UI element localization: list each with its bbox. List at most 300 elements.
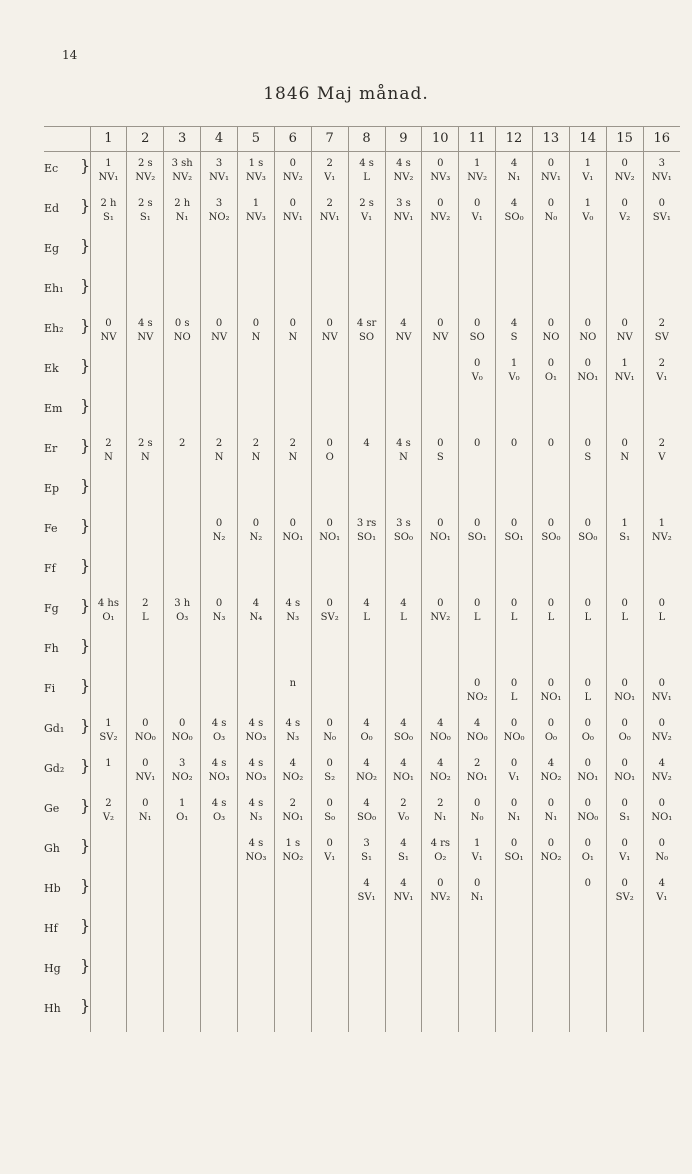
- table-cell: [643, 552, 680, 592]
- row-code: Er: [44, 442, 58, 455]
- table-cell: [533, 592, 570, 632]
- cell-wind-value: N₃: [249, 812, 263, 823]
- page-title: 1846 Maj månad.: [263, 84, 429, 104]
- table-cell: [127, 192, 164, 232]
- cell-wind-value: [533, 971, 569, 985]
- table-cell: [238, 752, 275, 792]
- table-cell: [311, 872, 348, 912]
- table-cell: [201, 592, 238, 632]
- table-cell: [459, 432, 496, 472]
- cell-cloud-value: 4: [400, 878, 407, 889]
- cell-cloud-value: [201, 357, 237, 371]
- table-cell: [569, 912, 606, 952]
- cell-cloud-value: 2: [289, 798, 296, 809]
- cell-cloud-value: 4: [363, 718, 370, 729]
- cell-wind-value: SO₀: [578, 532, 598, 543]
- cell-wind-value: [238, 1011, 274, 1025]
- cell-cloud-value: 2: [400, 798, 407, 809]
- table-cell: [201, 712, 238, 752]
- cell-cloud-value: [459, 957, 495, 971]
- table-cell: [164, 352, 201, 392]
- cell-cloud-value: [386, 477, 422, 491]
- cell-cloud-value: [496, 877, 532, 891]
- cell-wind-value: NO₁: [577, 772, 599, 783]
- table-cell: [274, 192, 311, 232]
- table-cell: [348, 392, 385, 432]
- table-cell: [385, 512, 422, 552]
- column-header-9: 9: [385, 127, 422, 152]
- table-cell: [569, 152, 606, 193]
- cell-wind-value: [644, 491, 680, 505]
- table-cell: [127, 512, 164, 552]
- cell-cloud-value: 4: [658, 878, 665, 889]
- cell-wind-value: [275, 371, 311, 385]
- cell-wind-value: [201, 691, 237, 705]
- cell-cloud-value: [459, 637, 495, 651]
- cell-wind-value: N₀: [470, 812, 484, 823]
- cell-cloud-value: [312, 957, 348, 971]
- row-label: [44, 312, 90, 352]
- cell-cloud-value: [496, 557, 532, 571]
- table-row: [44, 992, 680, 1032]
- cell-wind-value: [201, 251, 237, 265]
- table-cell: [274, 992, 311, 1032]
- cell-wind-value: NV₂: [282, 172, 303, 183]
- table-cell: [422, 192, 459, 232]
- cell-cloud-value: [201, 277, 237, 291]
- cell-wind-value: [607, 291, 643, 305]
- table-cell: [127, 272, 164, 312]
- table-cell: [643, 752, 680, 792]
- table-cell: [422, 632, 459, 672]
- table-cell: [496, 312, 533, 352]
- cell-cloud-value: 0: [474, 198, 481, 209]
- table-cell: [311, 672, 348, 712]
- cell-cloud-value: [164, 237, 200, 251]
- table-cell: [533, 832, 570, 872]
- table-cell: [164, 792, 201, 832]
- cell-wind-value: [422, 411, 458, 425]
- table-cell: [606, 392, 643, 432]
- cell-cloud-value: 2 h: [174, 198, 191, 209]
- table-cell: [348, 792, 385, 832]
- cell-wind-value: [312, 371, 348, 385]
- table-cell: [385, 352, 422, 392]
- cell-cloud-value: [275, 477, 311, 491]
- table-cell: [385, 592, 422, 632]
- table-cell: [643, 512, 680, 552]
- cell-wind-value: SV: [654, 332, 669, 343]
- cell-cloud-value: 3 sh: [171, 158, 193, 169]
- cell-wind-value: [386, 1011, 422, 1025]
- table-cell: [127, 232, 164, 272]
- brace-glyph: }: [80, 316, 90, 335]
- cell-wind-value: [127, 371, 163, 385]
- table-cell: [311, 152, 348, 193]
- table-cell: [201, 632, 238, 672]
- cell-wind-value: [570, 411, 606, 425]
- cell-wind-value: NV₁: [651, 692, 672, 703]
- cell-cloud-value: [127, 397, 163, 411]
- cell-wind-value: N: [104, 452, 113, 463]
- table-cell: [533, 552, 570, 592]
- table-cell: [274, 832, 311, 872]
- cell-cloud-value: [533, 877, 569, 891]
- table-cell: [311, 632, 348, 672]
- cell-wind-value: NO₁: [392, 772, 414, 783]
- table-cell: [127, 952, 164, 992]
- cell-cloud-value: 0: [289, 158, 296, 169]
- cell-wind-value: [201, 411, 237, 425]
- cell-cloud-value: 0: [547, 598, 555, 609]
- cell-cloud-value: 3: [215, 158, 223, 169]
- table-cell: [274, 272, 311, 312]
- cell-wind-value: NV: [395, 332, 412, 343]
- table-cell: [533, 792, 570, 832]
- cell-cloud-value: 0: [437, 438, 444, 449]
- cell-wind-value: NO₁: [282, 812, 304, 823]
- cell-wind-value: SV₁: [357, 892, 376, 903]
- cell-cloud-value: 4: [474, 718, 481, 729]
- table-row: [44, 272, 680, 312]
- cell-wind-value: N: [251, 332, 261, 343]
- cell-cloud-value: 0: [547, 678, 555, 689]
- cell-wind-value: [164, 251, 200, 265]
- cell-cloud-value: [386, 917, 422, 931]
- cell-wind-value: V₀: [508, 372, 520, 383]
- cell-cloud-value: 0: [621, 798, 628, 809]
- table-cell: [348, 552, 385, 592]
- column-header-14: 14: [569, 127, 606, 152]
- table-cell: [496, 792, 533, 832]
- cell-cloud-value: [201, 397, 237, 411]
- cell-wind-value: N₁: [507, 172, 521, 183]
- cell-wind-value: [386, 411, 422, 425]
- cell-cloud-value: 0: [584, 878, 591, 889]
- table-cell: [127, 352, 164, 392]
- table-cell: [164, 632, 201, 672]
- cell-wind-value: [386, 931, 422, 945]
- table-cell: [201, 872, 238, 912]
- cell-cloud-value: [312, 557, 348, 571]
- row-label: [44, 512, 90, 552]
- cell-cloud-value: [533, 557, 569, 571]
- table-cell: [127, 592, 164, 632]
- table-cell: [569, 952, 606, 992]
- table-cell: [238, 712, 275, 752]
- cell-cloud-value: [275, 237, 311, 251]
- cell-wind-value: NO₁: [614, 692, 636, 703]
- column-header-15: 15: [606, 127, 643, 152]
- table-cell: [569, 432, 606, 472]
- cell-wind-value: SO: [469, 332, 485, 343]
- cell-cloud-value: 4: [363, 438, 370, 449]
- cell-cloud-value: [164, 397, 200, 411]
- cell-cloud-value: 0: [437, 598, 444, 609]
- table-cell: [164, 912, 201, 952]
- table-cell: [238, 632, 275, 672]
- table-cell: [238, 792, 275, 832]
- brace-glyph: }: [80, 196, 90, 215]
- cell-cloud-value: 1 s: [248, 158, 264, 169]
- cell-wind-value: [164, 291, 200, 305]
- page-number: 14: [62, 48, 78, 62]
- table-row: [44, 512, 680, 552]
- cell-wind-value: [496, 491, 532, 505]
- table-cell: [127, 712, 164, 752]
- cell-wind-value: [238, 571, 274, 585]
- row-label: [44, 632, 90, 672]
- cell-wind-value: [275, 691, 311, 705]
- cell-wind-value: [238, 651, 274, 665]
- table-cell: [643, 992, 680, 1032]
- cell-wind-value: [533, 291, 569, 305]
- cell-cloud-value: 2 s: [137, 158, 153, 169]
- cell-cloud-value: [533, 277, 569, 291]
- cell-wind-value: [238, 691, 274, 705]
- table-cell: [385, 192, 422, 232]
- table-cell: [274, 632, 311, 672]
- cell-wind-value: [422, 251, 458, 265]
- table-cell: [311, 792, 348, 832]
- table-cell: [606, 552, 643, 592]
- cell-wind-value: [349, 251, 385, 265]
- cell-cloud-value: 2: [326, 158, 333, 169]
- cell-cloud-value: [349, 637, 385, 651]
- cell-wind-value: [533, 651, 569, 665]
- cell-cloud-value: [164, 517, 200, 531]
- cell-cloud-value: 0: [547, 318, 555, 329]
- cell-cloud-value: 0: [289, 318, 296, 329]
- cell-cloud-value: [275, 877, 311, 891]
- table-cell: [238, 672, 275, 712]
- cell-cloud-value: [607, 397, 643, 411]
- cell-cloud-value: 0: [584, 718, 591, 729]
- cell-wind-value: NO₂: [282, 772, 304, 783]
- cell-wind-value: NV₂: [135, 172, 156, 183]
- cell-wind-value: V₁: [656, 372, 668, 383]
- cell-wind-value: SO₁: [467, 532, 487, 543]
- cell-cloud-value: 1: [658, 518, 665, 529]
- table-cell: [606, 672, 643, 712]
- table-cell: [274, 912, 311, 952]
- cell-wind-value: V₁: [324, 852, 336, 863]
- cell-wind-value: O₀: [618, 732, 631, 743]
- cell-cloud-value: 1: [474, 838, 481, 849]
- table-cell: [238, 392, 275, 432]
- cell-wind-value: [533, 411, 569, 425]
- row-label: [44, 752, 90, 792]
- cell-cloud-value: 0: [215, 318, 223, 329]
- cell-cloud-value: 4: [289, 758, 296, 769]
- cell-wind-value: [91, 851, 127, 865]
- cell-cloud-value: 4 s: [248, 798, 264, 809]
- table-cell: [238, 952, 275, 992]
- brace-glyph: }: [80, 956, 90, 975]
- cell-wind-value: [459, 291, 495, 305]
- cell-wind-value: [422, 971, 458, 985]
- row-code: Ep: [44, 482, 60, 495]
- cell-cloud-value: 4: [510, 158, 518, 169]
- cell-wind-value: SV₁: [652, 212, 671, 223]
- cell-wind-value: [201, 491, 237, 505]
- cell-wind-value: [201, 1011, 237, 1025]
- cell-wind-value: SO₀: [504, 212, 524, 223]
- cell-wind-value: [164, 851, 200, 865]
- cell-cloud-value: 4: [510, 318, 518, 329]
- column-header-5: 5: [238, 127, 275, 152]
- cell-cloud-value: [533, 917, 569, 931]
- cell-cloud-value: 1 s: [285, 838, 301, 849]
- cell-cloud-value: [91, 277, 127, 291]
- cell-cloud-value: [570, 477, 606, 491]
- cell-cloud-value: [459, 397, 495, 411]
- cell-wind-value: [91, 891, 127, 905]
- table-cell: [496, 392, 533, 432]
- table-cell: [164, 592, 201, 632]
- cell-wind-value: [533, 491, 569, 505]
- cell-cloud-value: 0: [584, 518, 591, 529]
- cell-wind-value: [91, 371, 127, 385]
- cell-cloud-value: 0: [474, 518, 481, 529]
- table-cell: [274, 752, 311, 792]
- cell-cloud-value: 1: [105, 718, 112, 729]
- table-cell: [274, 152, 311, 193]
- cell-wind-value: N₁: [175, 212, 189, 223]
- table-cell: [201, 272, 238, 312]
- cell-wind-value: NV₁: [393, 892, 414, 903]
- cell-wind-value: [533, 891, 569, 905]
- table-cell: [422, 992, 459, 1032]
- cell-wind-value: [644, 931, 680, 945]
- cell-cloud-value: 0: [621, 718, 628, 729]
- cell-wind-value: N₀: [655, 852, 669, 863]
- cell-wind-value: [570, 571, 606, 585]
- cell-cloud-value: [127, 477, 163, 491]
- cell-cloud-value: 3 rs: [356, 518, 377, 529]
- cell-wind-value: [496, 1011, 532, 1025]
- table-cell: [533, 872, 570, 912]
- table-cell: [90, 672, 127, 712]
- cell-wind-value: V₁: [508, 772, 520, 783]
- cell-cloud-value: 0: [547, 198, 555, 209]
- cell-cloud-value: 0: [326, 438, 333, 449]
- cell-cloud-value: [386, 357, 422, 371]
- cell-cloud-value: [238, 957, 274, 971]
- cell-wind-value: L: [141, 612, 149, 623]
- cell-cloud-value: [644, 477, 680, 491]
- cell-wind-value: N₁: [433, 812, 447, 823]
- cell-cloud-value: [201, 237, 237, 251]
- cell-cloud-value: [422, 677, 458, 691]
- cell-wind-value: N₄: [249, 612, 263, 623]
- table-cell: [422, 592, 459, 632]
- table-cell: [164, 832, 201, 872]
- table-cell: [496, 832, 533, 872]
- cell-cloud-value: 0: [326, 838, 333, 849]
- cell-cloud-value: [127, 837, 163, 851]
- cell-wind-value: S₁: [619, 812, 631, 823]
- cell-wind-value: SO₀: [357, 812, 377, 823]
- table-row: [44, 352, 680, 392]
- table-cell: [238, 472, 275, 512]
- cell-wind-value: O₀: [581, 732, 594, 743]
- cell-cloud-value: [91, 877, 127, 891]
- cell-cloud-value: [496, 917, 532, 931]
- table-cell: [643, 272, 680, 312]
- cell-wind-value: [164, 531, 200, 545]
- cell-wind-value: [607, 971, 643, 985]
- table-cell: [90, 432, 127, 472]
- table-cell: [459, 352, 496, 392]
- cell-cloud-value: [644, 237, 680, 251]
- cell-cloud-value: 0: [326, 718, 333, 729]
- cell-wind-value: [312, 971, 348, 985]
- cell-cloud-value: 3 s: [396, 518, 411, 529]
- table-cell: [127, 832, 164, 872]
- cell-cloud-value: 0: [474, 318, 481, 329]
- cell-wind-value: [91, 771, 127, 785]
- cell-cloud-value: 0: [474, 798, 481, 809]
- cell-cloud-value: 0: [510, 798, 518, 809]
- table-cell: [643, 672, 680, 712]
- table-cell: [385, 872, 422, 912]
- table-cell: [127, 552, 164, 592]
- table-cell: [311, 352, 348, 392]
- cell-wind-value: NV: [137, 332, 154, 343]
- row-code: Hf: [44, 922, 58, 935]
- cell-wind-value: N₂: [249, 532, 263, 543]
- table-cell: [311, 952, 348, 992]
- table-row: [44, 632, 680, 672]
- cell-wind-value: [422, 1011, 458, 1025]
- cell-cloud-value: [238, 997, 274, 1011]
- cell-cloud-value: [386, 237, 422, 251]
- cell-wind-value: NV₂: [614, 172, 635, 183]
- table-cell: [569, 312, 606, 352]
- cell-cloud-value: 0: [547, 158, 555, 169]
- table-cell: [606, 632, 643, 672]
- cell-cloud-value: [607, 277, 643, 291]
- cell-wind-value: V₁: [471, 212, 483, 223]
- cell-cloud-value: 2: [658, 358, 665, 369]
- table-cell: [348, 752, 385, 792]
- cell-cloud-value: [201, 477, 237, 491]
- cell-wind-value: [238, 491, 274, 505]
- cell-cloud-value: 4: [510, 198, 518, 209]
- table-cell: [422, 552, 459, 592]
- cell-wind-value: O₀: [360, 732, 373, 743]
- cell-cloud-value: [91, 677, 127, 691]
- cell-wind-value: [349, 571, 385, 585]
- cell-wind-value: [496, 651, 532, 665]
- cell-wind-value: S₁: [103, 212, 114, 223]
- cell-wind-value: N: [620, 452, 630, 463]
- table-cell: [238, 432, 275, 472]
- row-code: Eh₂: [44, 322, 64, 335]
- cell-wind-value: NO₂: [540, 852, 562, 863]
- column-header-6: 6: [274, 127, 311, 152]
- cell-wind-value: [570, 251, 606, 265]
- table-cell: [459, 792, 496, 832]
- table-cell: [348, 712, 385, 752]
- table-cell: [348, 592, 385, 632]
- cell-cloud-value: [533, 237, 569, 251]
- cell-cloud-value: [164, 277, 200, 291]
- cell-wind-value: [201, 571, 237, 585]
- cell-wind-value: [127, 571, 163, 585]
- table-cell: [459, 632, 496, 672]
